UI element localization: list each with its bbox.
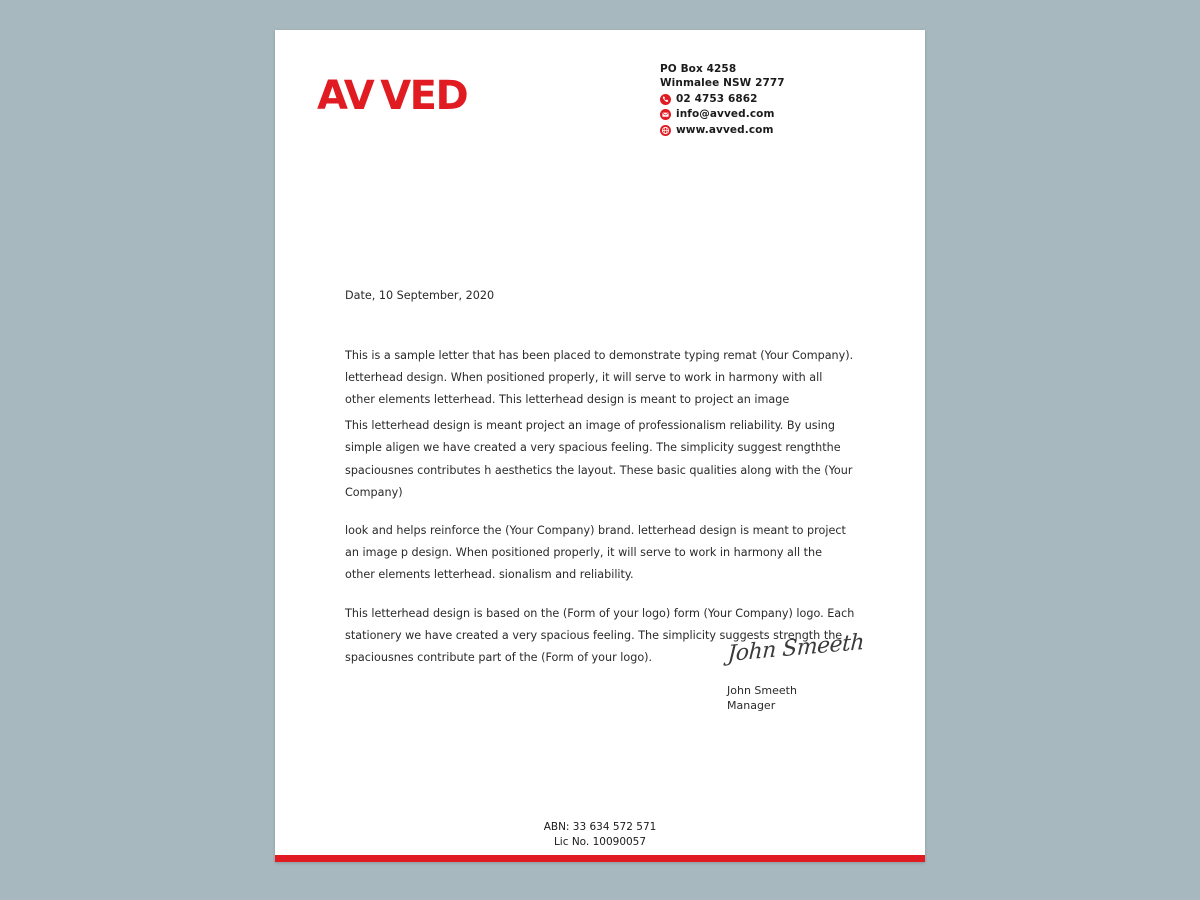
contact-email[interactable]: info@avved.com: [676, 108, 775, 121]
contact-email-row: [660, 107, 890, 121]
letter-date: Date, 10 September, 2020: [345, 289, 495, 302]
letter-body: [345, 288, 855, 685]
letterhead-header: [275, 30, 925, 180]
globe-icon: [660, 125, 671, 136]
signature-area: [726, 629, 907, 714]
contact-block: [660, 62, 890, 137]
contact-po-box: PO Box 4258: [660, 63, 737, 75]
logo-text-right: VED: [380, 73, 468, 119]
letter-paragraph-1: This is a sample letter that has been placed to demonstrate typing remat (Your Company). letterhead design. When positioned properly, it will serve to work in harmony with all other elements letterhead. This letterhead design is meant to project an image: [345, 348, 854, 407]
signature-role: Manager: [727, 698, 776, 712]
envelope-icon: [660, 109, 671, 120]
letterhead-page: [275, 30, 925, 862]
letter-paragraph-2: This letterhead design is meant project an image of professionalism reliability. By using simple aligen we have created a very spacious feeling. The simplicity suggest rengththe spaciousnes contributes h aesthetics the layout. These basic qualities along with the (Your Company): [345, 419, 853, 499]
footer-accent-bar: [275, 855, 925, 862]
letterhead-footer: [275, 820, 925, 850]
phone-icon: [660, 94, 671, 105]
contact-website[interactable]: www.avved.com: [676, 123, 774, 136]
footer-licence: Lic No. 10090057: [553, 835, 647, 848]
contact-website-row: [660, 123, 890, 137]
signature-script: John Smeeth: [726, 629, 865, 668]
logo-text-left: AV: [317, 73, 374, 119]
company-logo: [317, 73, 468, 119]
signature-name: John Smeeth: [727, 684, 797, 697]
contact-phone[interactable]: 02 4753 6862: [676, 92, 758, 105]
letter-paragraph-3: look and helps reinforce the (Your Company) brand. letterhead design is meant to project an image p design. When positioned properly, it will serve to work in harmony all the other elements letterhead. sionalism and reliability.: [345, 524, 846, 582]
letter-paragraph-4: This letterhead design is based on the (Form of your logo) form (Your Company) logo. Each stationery we have created a very spacious feeling. The simplicity suggests strength the spaciousnes contribute part of the (Form of your logo).: [345, 606, 855, 664]
contact-phone-row: [660, 92, 890, 106]
contact-city-line: Winmalee NSW 2777: [660, 77, 785, 90]
footer-abn: ABN: 33 634 572 571: [543, 820, 657, 833]
